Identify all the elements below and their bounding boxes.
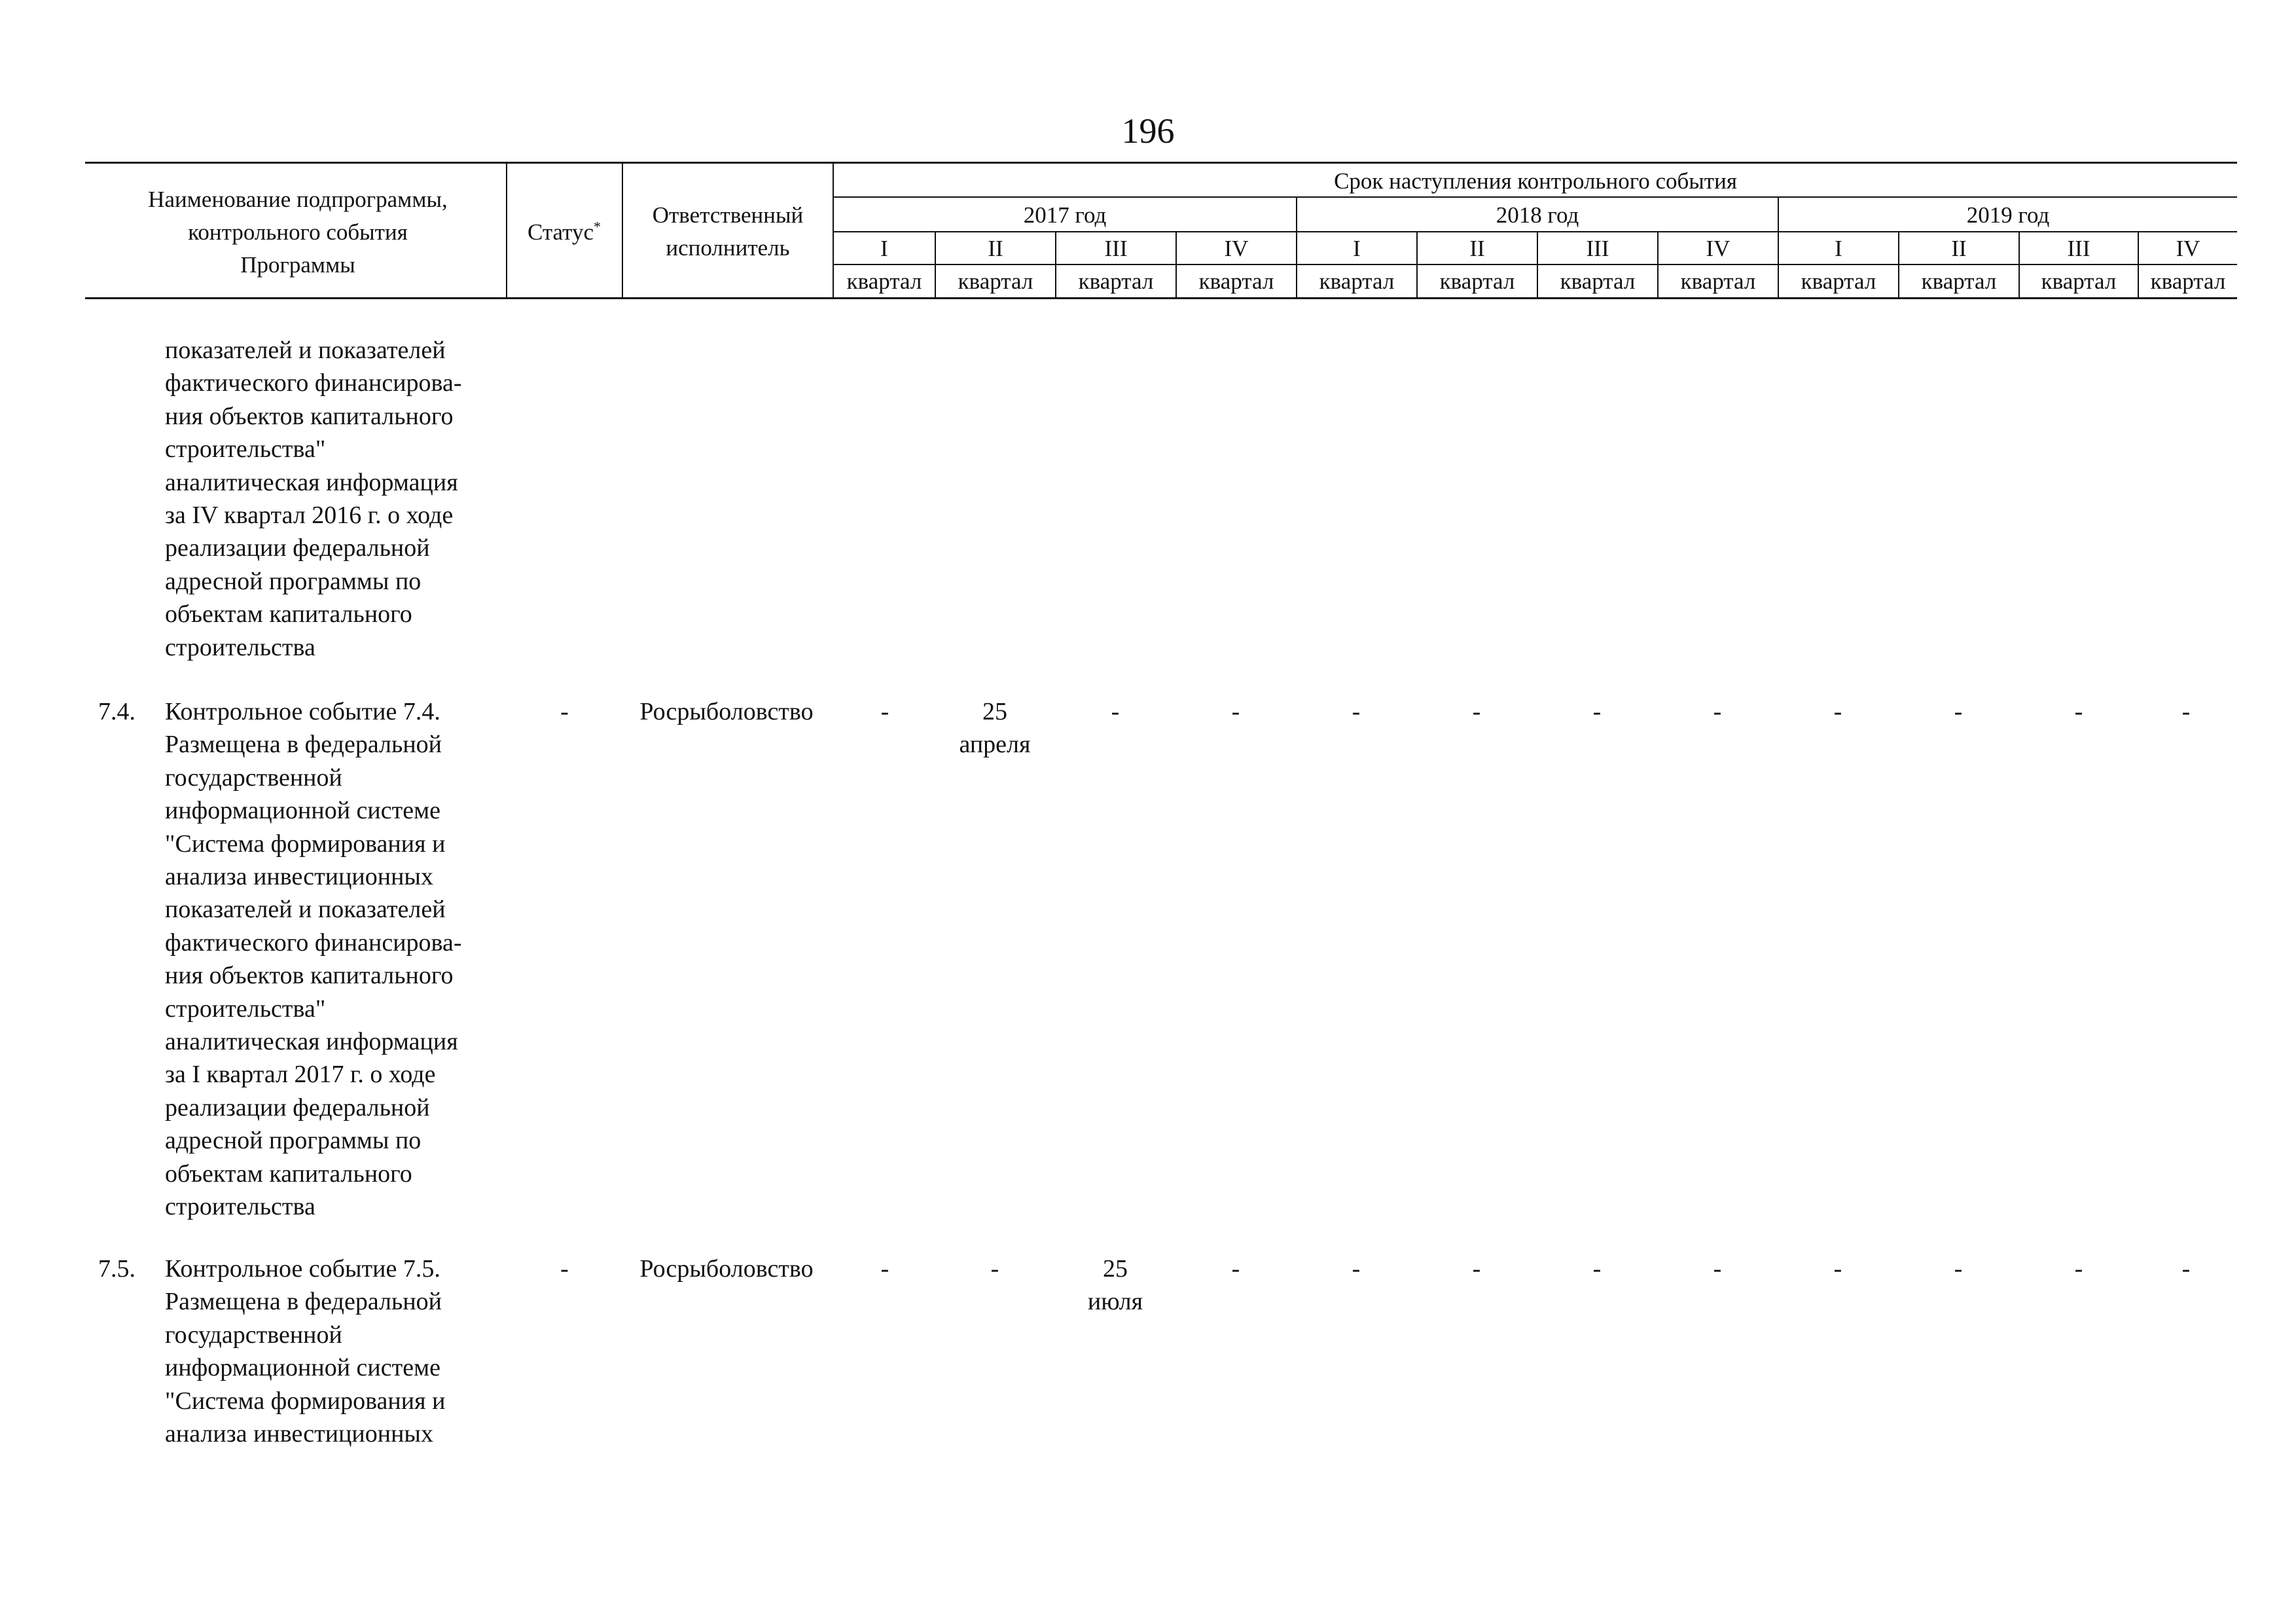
quarter-cell [1416, 695, 1537, 728]
quarter-value: - [990, 1255, 999, 1283]
event-description [165, 695, 505, 1224]
responsible-column-header [624, 199, 832, 264]
quarter-cell [1898, 695, 2018, 728]
quarter-cell [1537, 695, 1657, 728]
quarter-cell [1898, 1252, 2018, 1285]
quarter-numeral: II [988, 236, 1003, 261]
text-line: ния объектов капитального [165, 402, 454, 430]
text-line: "Система формирования и [165, 1387, 446, 1415]
quarter-label: квартал [958, 268, 1033, 294]
quarter-value: - [1833, 698, 1842, 725]
row-number: 7.4. [98, 698, 135, 725]
col-divider [506, 162, 507, 299]
quarter-cell [2018, 695, 2139, 728]
quarter-cell [2127, 695, 2245, 728]
quarter-cell [2127, 1252, 2245, 1285]
quarter-cell [1537, 1252, 1657, 1285]
text-line: объектам капитального [165, 1159, 412, 1188]
event-description [165, 1252, 505, 1450]
deadline-group-header: Срок наступления контрольного события [1334, 168, 1737, 194]
text-line: Размещена в федеральной [165, 1288, 442, 1316]
quarter-value: 25 апреля [959, 698, 1031, 759]
quarter-cell [1778, 1252, 1898, 1285]
text-line: строительства" [165, 435, 326, 464]
quarter-label: квартал [1801, 268, 1876, 294]
status-header-label: Статус [527, 219, 594, 245]
text-line: показателей и показателей [165, 337, 446, 364]
header-text-line: Программы [240, 252, 355, 278]
status-cell: - [560, 1255, 569, 1283]
name-column-header [92, 183, 504, 282]
text-line: анализа инвестиционных [165, 1420, 433, 1448]
quarter-numeral: III [1586, 236, 1609, 261]
quarter-label: квартал [1560, 268, 1636, 294]
responsible-cell: Росрыболовство [639, 1255, 814, 1283]
text-line: информационной системе [165, 1354, 441, 1382]
quarter-cell [825, 1252, 945, 1285]
quarter-cell [1175, 1252, 1296, 1285]
quarter-cell [1657, 695, 1778, 728]
header-text-line: Ответственный [652, 202, 804, 228]
header-text-line: контрольного события [188, 219, 408, 245]
quarter-label: квартал [1198, 268, 1274, 294]
quarter-value: - [1713, 1255, 1722, 1283]
text-line: Размещена в федеральной [165, 731, 442, 759]
quarter-numeral: III [2067, 236, 2090, 261]
text-line: анализа инвестиционных [165, 863, 433, 891]
header-text-line: Наименование подпрограммы, [148, 187, 448, 212]
text-line: Контрольное событие 7.4. [165, 698, 440, 725]
year-header-2018: 2018 год [1496, 202, 1579, 228]
text-line: государственной [165, 763, 342, 792]
quarter-numeral: I [1835, 236, 1842, 261]
quarter-value: - [2074, 698, 2083, 725]
page-number: 196 [1121, 111, 1175, 151]
text-line: аналитическая информация [165, 1028, 458, 1056]
quarter-value: - [1231, 698, 1240, 725]
quarter-value: - [2181, 1255, 2191, 1283]
quarter-value: - [1954, 698, 1963, 725]
quarter-value: - [1352, 698, 1361, 725]
quarter-cell [2018, 1252, 2139, 1285]
quarter-value: - [2181, 698, 2191, 725]
quarter-cell [935, 1252, 1055, 1285]
quarter-numeral: IV [2176, 236, 2200, 261]
text-line: аналитическая информация [165, 468, 458, 496]
row-number: 7.5. [98, 1255, 135, 1283]
quarter-value: - [880, 1255, 889, 1283]
quarter-value: - [1954, 1255, 1963, 1283]
quarter-value: - [880, 698, 889, 725]
quarter-label: квартал [1319, 268, 1395, 294]
quarter-cell [1778, 695, 1898, 728]
quarter-cell [1416, 1252, 1537, 1285]
quarter-numeral: II [1951, 236, 1967, 261]
quarter-value: - [2074, 1255, 2083, 1283]
quarter-cell [1657, 1252, 1778, 1285]
text-line: за I квартал 2017 г. о ходе [165, 1061, 436, 1089]
text-line: реализации федеральной [165, 534, 430, 562]
quarter-cell [1055, 1252, 1175, 1319]
responsible-cell: Росрыболовство [639, 698, 814, 725]
status-cell: - [560, 698, 569, 725]
quarter-value: - [1833, 1255, 1842, 1283]
quarter-label: квартал [1680, 268, 1756, 294]
text-line: ния объектов капитального [165, 962, 454, 990]
status-column-header [508, 216, 620, 249]
quarter-numeral: III [1104, 236, 1128, 261]
header-top-rule [85, 162, 2237, 164]
quarter-cell [935, 695, 1055, 761]
col-divider [622, 162, 623, 299]
quarter-cell [1296, 695, 1416, 728]
quarter-label: квартал [1078, 268, 1154, 294]
quarter-numeral: IV [1706, 236, 1731, 261]
quarter-value: - [1713, 698, 1722, 725]
quarter-numeral: IV [1224, 236, 1249, 261]
quarter-label: квартал [1439, 268, 1515, 294]
text-line: строительства" [165, 994, 326, 1023]
year-header-2019: 2019 год [1966, 202, 2050, 228]
quarter-label: квартал [2150, 268, 2226, 294]
text-line: объектам капитального [165, 600, 412, 629]
text-line: государственной [165, 1321, 342, 1349]
quarter-numeral: I [1353, 236, 1361, 261]
text-line: строительства [165, 1193, 315, 1221]
quarter-value: - [1472, 698, 1481, 725]
quarter-cell [1175, 695, 1296, 728]
text-line: адресной программы по [165, 1127, 422, 1155]
footnote-mark: * [594, 218, 601, 235]
text-line: фактического финансирова- [165, 928, 462, 957]
quarter-cell [1296, 1252, 1416, 1285]
quarter-cell [1055, 695, 1175, 728]
text-line: "Система формирования и [165, 830, 446, 858]
text-line: фактического финансирова- [165, 369, 462, 397]
quarter-value: - [1111, 698, 1120, 725]
quarter-numeral: I [880, 236, 888, 261]
text-line: адресной программы по [165, 567, 422, 595]
text-line: реализации федеральной [165, 1093, 430, 1122]
quarter-value: - [1592, 1255, 1602, 1283]
quarter-label: квартал [846, 268, 922, 294]
quarter-value: - [1592, 698, 1602, 725]
text-line: Контрольное событие 7.5. [165, 1255, 440, 1283]
text-line: строительства [165, 633, 315, 661]
year-header-2017: 2017 год [1023, 202, 1107, 228]
quarter-cell [825, 695, 945, 728]
quarter-value: 25 июля [1087, 1255, 1143, 1316]
quarter-value: - [1472, 1255, 1481, 1283]
quarter-value: - [1352, 1255, 1361, 1283]
text-line: информационной системе [165, 797, 441, 825]
quarter-label: квартал [1921, 268, 1997, 294]
quarter-numeral: II [1469, 236, 1485, 261]
quarter-label: квартал [2041, 268, 2117, 294]
header-text-line: исполнитель [666, 235, 790, 261]
continuation-text [165, 334, 505, 664]
text-line: за IV квартал 2016 г. о ходе [165, 501, 454, 530]
text-line: показателей и показателей [165, 896, 446, 924]
quarter-value: - [1231, 1255, 1240, 1283]
